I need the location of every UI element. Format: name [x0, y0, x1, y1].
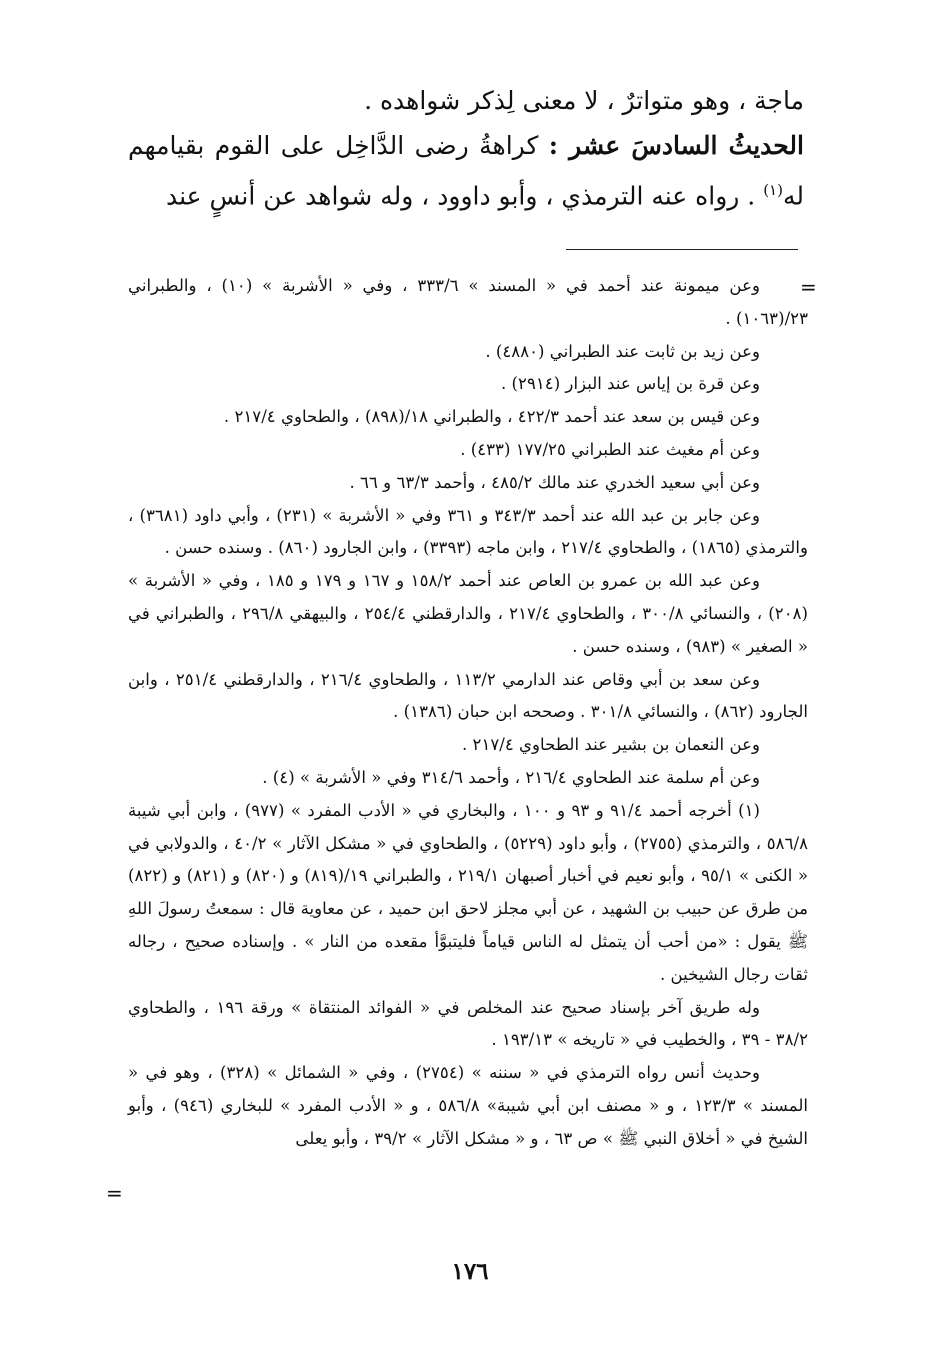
footnote-paragraph: وعن قرة بن إياس عند البزار (٢٩١٤) . — [501, 374, 760, 394]
footnote-paragraph: وعن أبي سعيد الخدري عند مالك ٤٨٥/٢ ، وأحمد ٦٣/٣ و ٦٦ . — [349, 472, 760, 492]
hadith-body: كراهةُ رضى الدَّاخِل على القوم بقيامهم له — [128, 131, 804, 211]
continuation-mark-top: = — [800, 275, 817, 299]
footnote-paragraph: وعن أم مغيث عند الطبراني ١٧٧/٢٥ (٤٣٣) . — [460, 439, 760, 459]
main-text-line: ماجة ، وهو متواترٌ ، لا معنى لِذكر شواهده . — [364, 86, 804, 115]
footnote-paragraph: وعن سعد بن أبي وقاص عند الدارمي ١١٣/٢ ، والطحاوي ٢١٦/٤ ، والدارقطني ٢٥١/٤ ، وابن الجارود (٨٦٢) ، والنسائي ٣٠١/٨ . وصححه ابن حبان (١٣٨٦) . — [128, 669, 808, 722]
hadith-rest: . رواه عنه الترمذي ، وأبو داوود ، وله شواهد عن أنسٍ عند — [165, 181, 764, 211]
footnote-paragraph: (١) أخرجه أحمد ٩١/٤ و ٩٣ و ١٠٠ ، والبخاري في « الأدب المفرد » (٩٧٧) ، وابن أبي شيبة ٥٨٦/٨ ، والترمذي (٢٧٥٥) ، وأبو داود (٥٢٢٩) ، والطحاوي في « مشكل الآثار » ٤٠/٢ ، والدولابي في « الكنى » ٩٥/١ ، وأبو نعيم في أخبار أصبهان ٢١٩/١ ، والطبراني ١٩/(٨١٩) و (٨٢٠) و (٨٢١) و (٨٢٢) من طرق عن حبيب بن الشهيد ، عن أبي مجلز لاحق ابن حميد ، عن معاوية قال : سمعتُ رسولَ اللهِ ﷺ يقول : «من أحب أن يتمثل له الناس قياماً فليتبوَّأ مقعده من النار » . وإسناده صحيح ، رجاله ثقات رجال الشيخين . — [128, 800, 808, 984]
footnote-paragraph: وعن قيس بن سعد عند أحمد ٤٢٢/٣ ، والطبراني ١٨/(٨٩٨) ، والطحاوي ٢١٧/٤ . — [223, 407, 760, 427]
footnote-paragraph: وله طريق آخر بإسناد صحيح عند المخلص في « الفوائد المنتقاة » ورقة ١٩٦ ، والطحاوي ٣٨/٢ - ٣٩ ، والخطيب في « تاريخه » ١٩٣/١٣ . — [128, 997, 808, 1050]
page-number: ١٧٦ — [451, 1258, 489, 1285]
footnote-reference: (١) — [763, 181, 783, 199]
footnotes-block — [128, 270, 808, 1156]
footnote-paragraph: وعن أم سلمة عند الطحاوي ٢١٦/٤ ، وأحمد ٣١٤/٦ وفي « الأشربة » (٤) . — [262, 767, 760, 787]
main-text-block — [128, 78, 804, 218]
hadith-title: الحديثُ السادسَ عشر : — [548, 131, 804, 160]
footnote-paragraph: وحديث أنس رواه الترمذي في « سننه » (٢٧٥٤) ، وفي « الشمائل » (٣٢٨) ، وهو في « المسند » ١٢٣/٣ ، و « مصنف ابن أبي شيبة» ٥٨٦/٨ ، و « الأدب المفرد » للبخاري (٩٤٦) ، وأبو الشيخ في « أخلاق النبي ﷺ » ص ٦٣ ، و « مشكل الآثار » ٣٩/٢ ، وأبو يعلى — [128, 1063, 808, 1148]
footnote-paragraph: وعن عبد الله بن عمرو بن العاص عند أحمد ١٥٨/٢ و ١٦٧ و ١٧٩ و ١٨٥ ، وفي « الأشربة » (٢٠٨) ، والنسائي ٣٠٠/٨ ، والطحاوي ٢١٧/٤ ، والدارقطني ٢٥٤/٤ ، والبيهقي ٢٩٦/٨ ، والطبراني في « الصغير » (٩٨٣) ، وسنده حسن . — [128, 571, 809, 656]
hadith-paragraph — [128, 123, 804, 218]
footnote-paragraph: وعن زيد بن ثابت عند الطبراني (٤٨٨٠) . — [485, 341, 760, 361]
continuation-mark-bottom: = — [106, 1181, 123, 1205]
footnote-paragraph: وعن ميمونة عند أحمد في « المسند » ٣٣٣/٦ ، وفي « الأشربة » (١٠) ، والطبراني ٢٣/(١٠٦٣) . — [128, 276, 808, 328]
footnote-separator — [566, 249, 798, 250]
footnote-paragraph: وعن النعمان بن بشير عند الطحاوي ٢١٧/٤ . — [461, 735, 760, 755]
footnote-paragraph: وعن جابر بن عبد الله عند أحمد ٣٤٣/٣ و ٣٦١ وفي « الأشربة » (٢٣١) ، وأبي داود (٣٦٨١) ، والترمذي (١٨٦٥) ، والطحاوي ٢١٧/٤ ، وابن ماجه (٣٣٩٣) ، وابن الجارود (٨٦٠) . وسنده حسن . — [128, 505, 808, 558]
